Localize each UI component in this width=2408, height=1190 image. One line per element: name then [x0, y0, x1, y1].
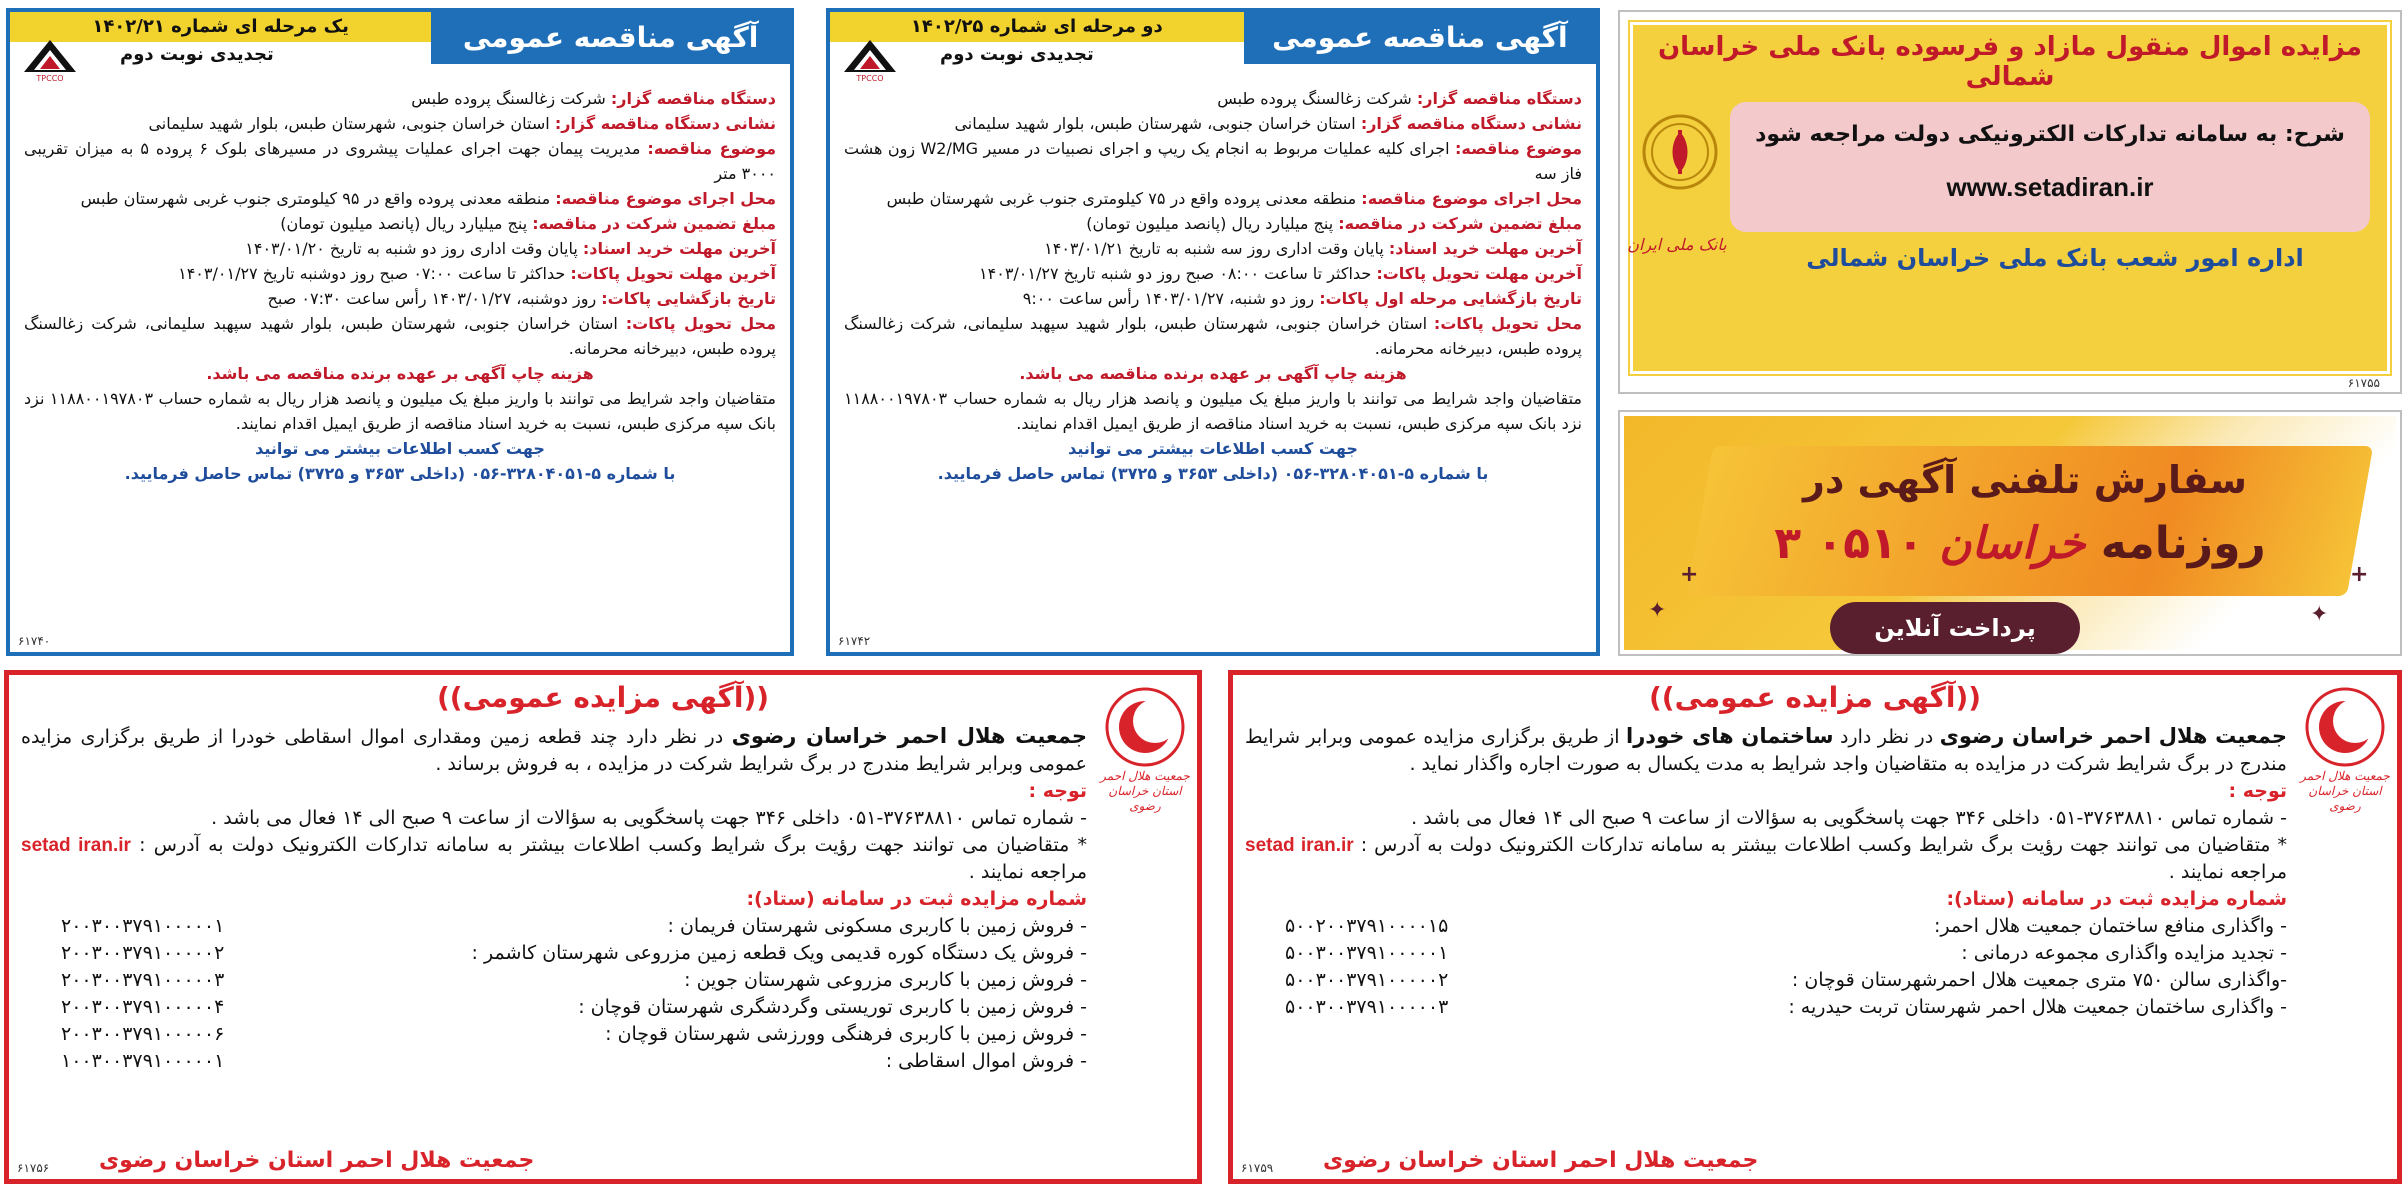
rc-ad-note-label: توجه :	[2228, 780, 2287, 802]
plus-icon: +	[2350, 562, 2369, 587]
rc-ad-reg-label: شماره مزایده ثبت در سامانه (ستاد):	[1946, 888, 2287, 910]
tender-line: نشانی دستگاه مناقصه گزار: استان خراسان جنوبی، شهرستان طبس، بلوار شهید سلیمانی	[954, 114, 1582, 133]
tender-line: آخرین مهلت تحویل پاکات: حداکثر تا ساعت ۰۸:۰۰ صبح روز دو شنبه تاریخ ۱۴۰۳/۰۱/۲۷	[979, 264, 1582, 283]
list-item: - فروش زمین با کاربری مزروعی شهرستان جوین : ۲۰۰۳۰۰۳۷۹۱۰۰۰۰۰۳	[61, 969, 1087, 991]
tender-line: مبلغ تضمین شرکت در مناقصه: پنج میلیارد ریال (پانصد میلیون تومان)	[1086, 214, 1582, 233]
tender-title: آگهی مناقصه عمومی	[1244, 12, 1596, 64]
tender-renew-label: تجدیدی نوبت دوم	[120, 44, 274, 65]
company-logo-icon	[840, 38, 900, 82]
tender-line: محل تحویل پاکات: استان خراسان جنوبی، شهرستان طبس، بلوار شهید سپهبد سلیمانی، شرکت زغالسنگ پروده طبس، دبیرخانه محرمانه.	[844, 314, 1582, 358]
tender-line: محل تحویل پاکات: استان خراسان جنوبی، شهرستان طبس، بلوار شهید سپهبد سلیمانی، شرکت زغالسنگ پروده طبس، دبیرخانه محرمانه.	[24, 314, 776, 358]
list-item: - فروش زمین با کاربری توریستی وگردشگری شهرستان قوچان : ۲۰۰۳۰۰۳۷۹۱۰۰۰۰۰۴	[61, 996, 1087, 1018]
rc-ad-body	[21, 723, 1087, 1075]
khorasan-ad-newspaper: روزنامه	[2100, 518, 2266, 569]
rc-ad-body	[1245, 723, 2287, 1021]
rc-ad-footer: جمعیت هلال احمر استان خراسان رضوی	[1323, 1148, 1759, 1173]
setad-link[interactable]: setad iran.ir	[21, 835, 131, 856]
tender-line: تاریخ بازگشایی مرحله اول پاکات: روز دو شنبه، ۱۴۰۳/۰۱/۲۷ رأس ساعت ۹:۰۰	[1022, 289, 1582, 308]
list-item: -واگذاری سالن ۷۵۰ متری جمعیت هلال احمرشهرستان قوچان : ۵۰۰۳۰۰۳۷۹۱۰۰۰۰۰۲	[1285, 969, 2287, 991]
red-crescent-logo-text: جمعیت هلال احمر استان خراسان رضوی	[2300, 769, 2390, 813]
tender-info: جهت کسب اطلاعات بیشتر می توانید	[255, 439, 545, 458]
tender-line: موضوع مناقصه: مدیریت پیمان جهت اجرای عملیات پیشروی در مسیرهای بلوک ۶ پروده ۵ به میزان تقریبی ۳۰۰۰ متر	[24, 139, 777, 183]
online-payment-button[interactable]: پرداخت آنلاین	[1830, 602, 2080, 654]
tender-line: نشانی دستگاه مناقصه گزار: استان خراسان جنوبی، شهرستان طبس، بلوار شهید سلیمانی	[148, 114, 776, 133]
tender-deposit: متقاضیان واجد شرایط می توانند با واریز مبلغ یک میلیون و پانصد هزار ریال به شماره حساب ۱۱۸۸۰۰۱۹۷۸۰۳ نزد بانک سپه مرکزی طبس، نسبت به خرید اسناد مناقصه از طریق ایمیل اقدام نمایند.	[844, 389, 1582, 433]
tender-line: تاریخ بازگشایی پاکات: روز دوشنبه، ۱۴۰۳/۰۱/۲۷ رأس ساعت ۰۷:۳۰ صبح	[267, 289, 776, 308]
tender-line: هزینه چاپ آگهی بر عهده برنده مناقصه می باشد.	[1019, 364, 1407, 383]
rc-ad-note-label: توجه :	[1028, 780, 1087, 802]
list-item: - فروش اموال اسقاطی : ۱۰۰۳۰۰۳۷۹۱۰۰۰۰۰۱	[61, 1050, 1087, 1072]
bank-ad-title: مزایده اموال منقول مازاد و فرسوده بانک ملی خراسان شمالی	[1657, 32, 2363, 92]
khorasan-newspaper-ad[interactable]	[1618, 410, 2402, 656]
red-crescent-logo-icon	[2305, 687, 2385, 767]
ad-number: ۶۱۷۴۲	[838, 634, 871, 648]
rc-ad-footer: جمعیت هلال احمر استان خراسان رضوی	[99, 1148, 535, 1173]
rc-ad-title: ((آگهی مزایده عمومی))	[436, 681, 770, 714]
rc-ad-intro: جمعیت هلال احمر خراسان رضوی در نظر دارد ساختمان های خودرا از طریق برگزاری مزایده عمومی وبرابر شرایط مندرج در برگ شرایط شرکت در مزایده به متقاضیان واجد شرایط به مدت یکسال به صورت اجاره واگذار نماید .	[1245, 724, 2288, 775]
rc-ad-title: ((آگهی مزایده عمومی))	[1648, 681, 1982, 714]
bank-ad-info-box	[1730, 102, 2370, 232]
list-item: - واگذاری منافع ساختمان جمعیت هلال احمر: ۵۰۰۲۰۰۳۷۹۱۰۰۰۰۱۵	[1285, 915, 2287, 937]
rc-ad-reg-label: شماره مزایده ثبت در سامانه (ستاد):	[746, 888, 1087, 910]
tender-title: آگهی مناقصه عمومی	[431, 12, 790, 64]
company-logo-text: TPCCO	[856, 74, 884, 83]
setad-link[interactable]: setad iran.ir	[1245, 835, 1354, 856]
khorasan-ad-line1: سفارش تلفنی آگهی در	[1802, 458, 2248, 502]
tender-line: محل اجرای موضوع مناقصه: منطقه معدنی پروده واقع در ۷۵ کیلومتری جنوب غربی شهرستان طبس	[886, 189, 1582, 208]
plus-icon: +	[1680, 562, 1699, 587]
tender-ad-two-stage	[826, 8, 1600, 656]
ad-number: ۶۱۷۵۶	[17, 1161, 50, 1175]
list-item: - واگذاری ساختمان جمعیت هلال احمر شهرستان تربت حیدریه : ۵۰۰۳۰۰۳۷۹۱۰۰۰۰۰۳	[1285, 996, 2287, 1018]
ad-number: ۶۱۷۵۹	[1241, 1161, 1274, 1175]
svg-text:بانک ملی ایران: بانک ملی ایران	[1627, 235, 1727, 254]
tender-number-strip: دو مرحله ای شماره ۱۴۰۲/۲۵	[830, 12, 1244, 42]
rc-ad-note2: * متقاضیان می توانند جهت رؤیت برگ شرایط وکسب اطلاعات بیشتر به سامانه تدارکات الکترونیک دولت به آدرس : setad iran.ir مراجعه نمایند .	[21, 834, 1087, 883]
tender-line: موضوع مناقصه: اجرای کلیه عملیات مربوط به انجام یک ریپ و اجرای نصبیات در مسیر W2/MG زون هشت فاز سه	[844, 139, 1583, 183]
tender-line: محل اجرای موضوع مناقصه: منطقه معدنی پروده واقع در ۹۵ کیلومتری جنوب غربی شهرستان طبس	[80, 189, 776, 208]
rc-ad-note2: * متقاضیان می توانند جهت رؤیت برگ شرایط وکسب اطلاعات بیشتر به سامانه تدارکات الکترونیک دولت به آدرس : setad iran.ir مراجعه نمایند .	[1245, 834, 2288, 883]
ad-number: ۶۱۷۴۰	[18, 634, 51, 648]
rc-ad-note1: - شماره تماس ۳۷۶۳۸۸۱۰-۰۵۱ داخلی ۳۴۶ جهت پاسخگویی به سؤالات از ساعت ۹ صبح الی ۱۴ فعال می باشد .	[1411, 807, 2287, 829]
tender-body	[830, 82, 1596, 486]
company-logo-text: TPCCO	[36, 74, 64, 83]
tender-line: آخرین مهلت تحویل پاکات: حداکثر تا ساعت ۰۷:۰۰ صبح روز دوشنبه تاریخ ۱۴۰۳/۰۱/۲۷	[178, 264, 776, 283]
ad-number: ۶۱۷۵۵	[2347, 376, 2380, 390]
sparkle-icon: ✦	[2310, 602, 2329, 627]
red-crescent-land-auction-ad	[4, 670, 1202, 1184]
rc-ad-intro: جمعیت هلال احمر خراسان رضوی در نظر دارد چند قطعه زمین ومقداری اموال اسقاطی خودرا از طریق برگزاری مزایده عمومی وبرابر شرایط مندرج در برگ شرایط شرکت در مزایده ، به فروش برساند .	[21, 724, 1087, 775]
tender-line: دستگاه مناقصه گزار: شرکت زغالسنگ پروده طبس	[1217, 89, 1582, 108]
khorasan-ad-phone: ۰۵۱۰ ۳	[1774, 518, 1924, 569]
bank-auction-ad	[1618, 10, 2402, 394]
tender-renew-label: تجدیدی نوبت دوم	[940, 44, 1094, 65]
tender-line: آخرین مهلت خرید اسناد: پایان وقت اداری روز دو شنبه به تاریخ ۱۴۰۳/۰۱/۲۰	[245, 239, 776, 258]
tender-header	[10, 12, 790, 82]
list-item: - فروش زمین با کاربری فرهنگی وورزشی شهرستان قوچان : ۲۰۰۳۰۰۳۷۹۱۰۰۰۰۰۶	[61, 1023, 1087, 1045]
khorasan-ad-line2	[1710, 518, 2330, 569]
tender-line: مبلغ تضمین شرکت در مناقصه: پنج میلیارد ریال (پانصد میلیون تومان)	[280, 214, 776, 233]
tender-number-strip: یک مرحله ای شماره ۱۴۰۲/۲۱	[10, 12, 431, 42]
rc-ad-note1: - شماره تماس ۳۷۶۳۸۸۱۰-۰۵۱ داخلی ۳۴۶ جهت پاسخگویی به سؤالات از ساعت ۹ صبح الی ۱۴ فعال می باشد .	[211, 807, 1087, 829]
tender-info: جهت کسب اطلاعات بیشتر می توانید	[1068, 439, 1358, 458]
list-item: - فروش یک دستگاه کوره قدیمی ویک قطعه زمین مزروعی شهرستان کاشمر : ۲۰۰۳۰۰۳۷۹۱۰۰۰۰۰۲	[61, 942, 1087, 964]
company-logo-icon	[20, 38, 80, 82]
red-crescent-building-auction-ad	[1228, 670, 2402, 1184]
tender-line: هزینه چاپ آگهی بر عهده برنده مناقصه می باشد.	[206, 364, 594, 383]
bank-ad-website: www.setadiran.ir	[1946, 172, 2154, 202]
list-item: - تجدید مزایده واگذاری مجموعه درمانی : ۵۰۰۳۰۰۳۷۹۱۰۰۰۰۰۱	[1285, 942, 2287, 964]
bank-ad-description: شرح: به سامانه تدارکات الکترونیکی دولت مراجعه شود	[1755, 122, 2345, 147]
tender-phone: با شماره ۵-۳۲۸۰۴۰۵۱-۰۵۶ (داخلی ۳۶۵۳ و ۳۷۲۵) تماس حاصل فرمایید.	[937, 464, 1489, 483]
red-crescent-logo-text: جمعیت هلال احمر استان خراسان رضوی	[1100, 769, 1190, 813]
tender-line: آخرین مهلت خرید اسناد: پایان وقت اداری روز سه شنبه به تاریخ ۱۴۰۳/۰۱/۲۱	[1044, 239, 1582, 258]
tender-ad-one-stage	[6, 8, 794, 656]
tender-phone: با شماره ۵-۳۲۸۰۴۰۵۱-۰۵۶ (داخلی ۳۶۵۳ و ۳۷۲۵) تماس حاصل فرمایید.	[124, 464, 676, 483]
sparkle-icon: ✦	[1648, 598, 1667, 623]
tender-line: دستگاه مناقصه گزار: شرکت زغالسنگ پروده طبس	[411, 89, 776, 108]
tender-deposit: متقاضیان واجد شرایط می توانند با واریز مبلغ یک میلیون و پانصد هزار ریال به شماره حساب ۱۱۸۸۰۰۱۹۷۸۰۳ نزد بانک سپه مرکزی طبس، نسبت به خرید اسناد مناقصه از طریق ایمیل اقدام نمایند.	[24, 389, 776, 433]
bank-ad-footer: اداره امور شعب بانک ملی خراسان شمالی	[1806, 244, 2304, 272]
bank-melli-signature-logo	[1627, 212, 1727, 272]
list-item: - فروش زمین با کاربری مسکونی شهرستان فریمان : ۲۰۰۳۰۰۳۷۹۱۰۰۰۰۰۱	[61, 915, 1087, 937]
tender-body	[10, 82, 790, 486]
red-crescent-logo-icon	[1105, 687, 1185, 767]
tender-header	[830, 12, 1596, 82]
khorasan-ad-brand: خراسان	[1939, 518, 2086, 569]
bank-melli-emblem-icon	[1640, 112, 1720, 192]
